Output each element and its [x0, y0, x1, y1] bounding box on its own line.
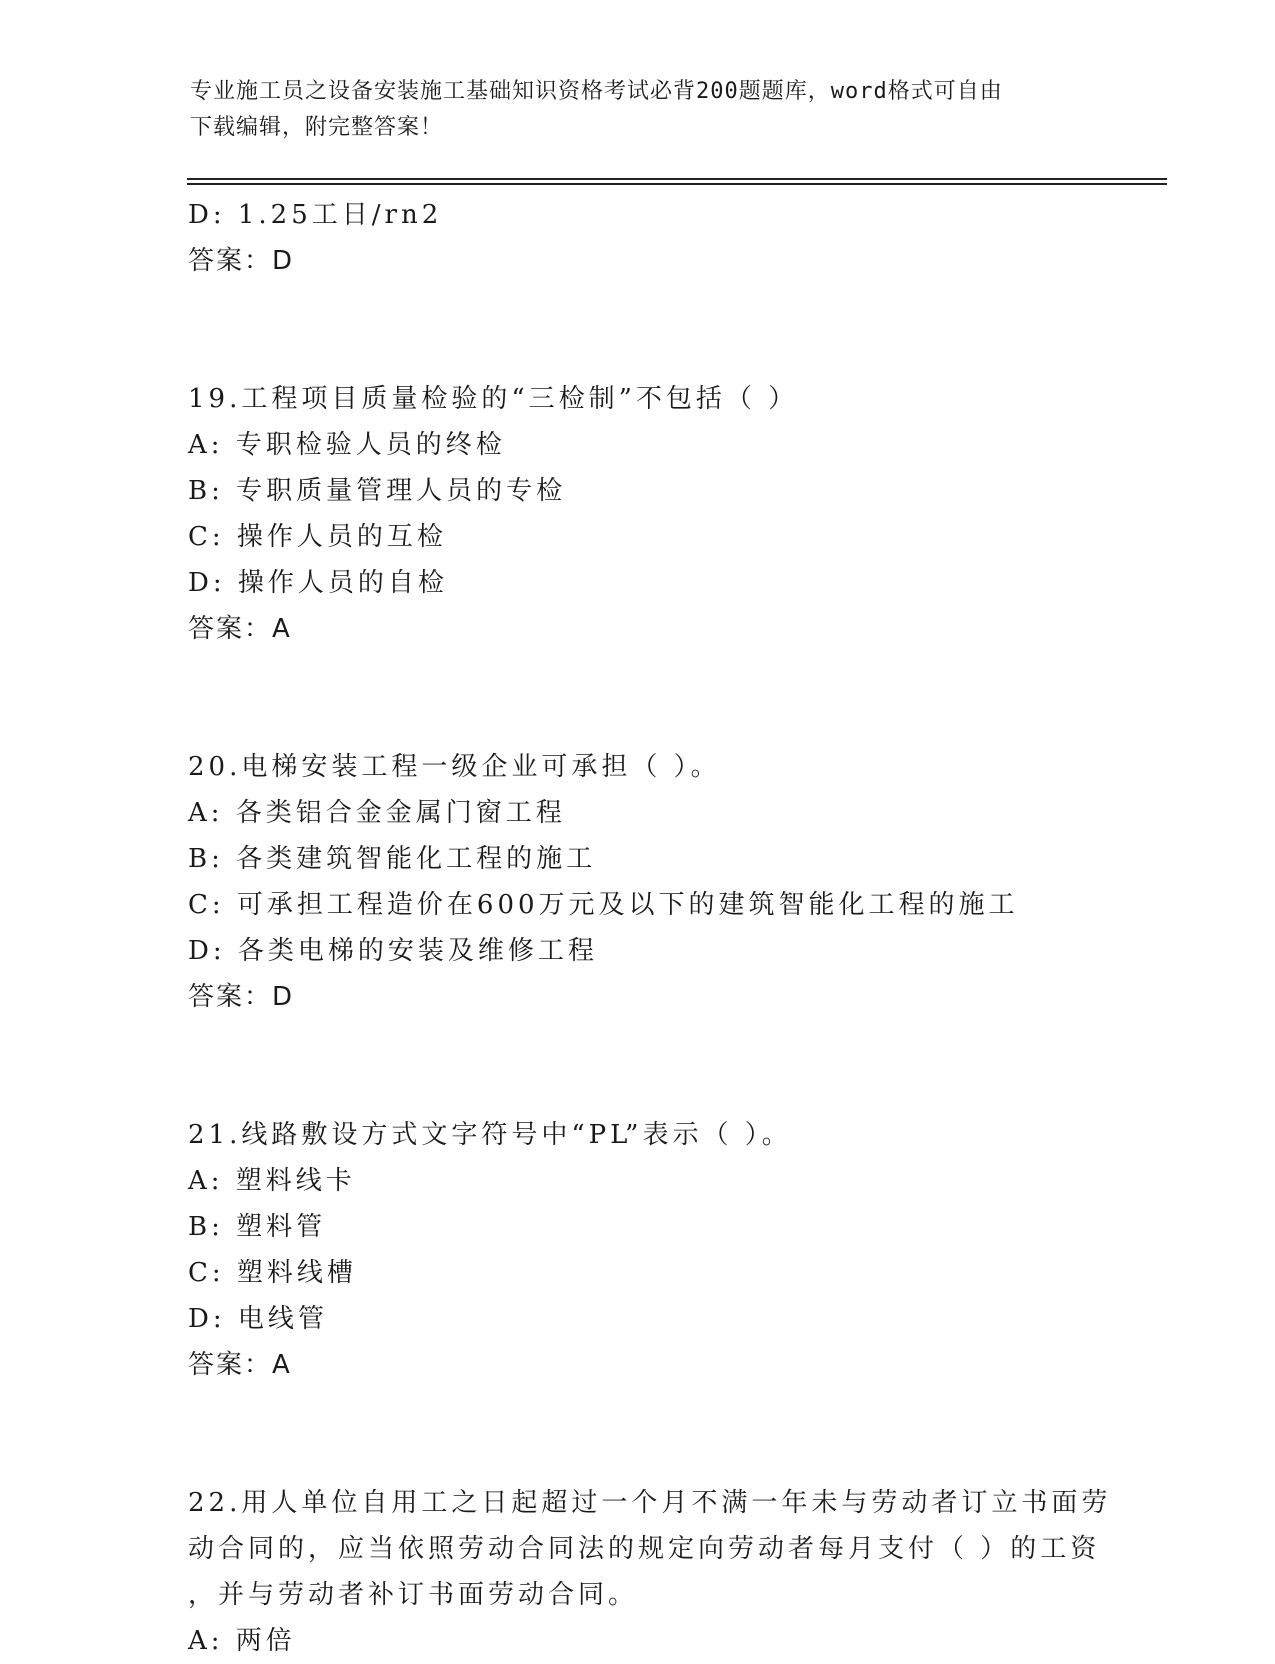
question-22: [188, 1480, 1112, 1664]
question-19: [188, 376, 1088, 652]
option-d: D: 各类电梯的安装及维修工程: [188, 936, 598, 966]
question-stem-line-2: 动合同的，应当依照劳动合同法的规定向劳动者每月支付（ ）的工资: [188, 1534, 1101, 1564]
spacer: [188, 652, 1088, 744]
option-d: D: 1.25工日/rn2: [188, 200, 443, 230]
question-21: [188, 1112, 1088, 1388]
spacer: [188, 1388, 1088, 1480]
spacer: [188, 1020, 1088, 1112]
question-stem: 20.电梯安装工程一级企业可承担（ ）。: [188, 752, 721, 782]
question-stem-line-1: 22.用人单位自用工之日起超过一个月不满一年未与劳动者订立书面劳: [188, 1488, 1112, 1518]
option-c: C: 可承担工程造价在600万元及以下的建筑智能化工程的施工: [188, 890, 1019, 920]
option-a: A: 塑料线卡: [188, 1166, 356, 1196]
option-a: A: 专职检验人员的终检: [188, 430, 506, 460]
option-a: A: 各类铝合金金属门窗工程: [188, 798, 566, 828]
header-divider-bottom: [187, 183, 1167, 185]
question-stem-line-3: ，并与劳动者补订书面劳动合同。: [188, 1580, 639, 1610]
answer: 答案：A: [188, 1350, 292, 1380]
question-18-tail: [188, 192, 1088, 284]
answer: 答案：A: [188, 614, 292, 644]
header-line-2: 下载编辑，附完整答案！: [190, 115, 444, 140]
header-line-1: 专业施工员之设备安装施工基础知识资格考试必背200题题库，word格式可自由: [190, 79, 1003, 104]
answer: 答案：D: [188, 982, 295, 1012]
spacer: [188, 284, 1088, 376]
option-d: D: 操作人员的自检: [188, 568, 448, 598]
question-content: [188, 192, 1112, 1664]
option-c: C: 操作人员的互检: [188, 522, 447, 552]
option-b: B: 专职质量管理人员的专检: [188, 476, 567, 506]
question-20: [188, 744, 1088, 1020]
option-b: B: 塑料管: [188, 1212, 327, 1242]
option-b: B: 各类建筑智能化工程的施工: [188, 844, 597, 874]
option-d: D: 电线管: [188, 1304, 328, 1334]
header-divider-top: [187, 178, 1167, 180]
option-c: C: 塑料线槽: [188, 1258, 357, 1288]
document-header: [190, 74, 1090, 146]
option-a: A: 两倍: [188, 1626, 296, 1656]
answer: 答案：D: [188, 246, 295, 276]
question-stem: 21.线路敷设方式文字符号中“PL”表示（ ）。: [188, 1120, 792, 1150]
question-stem: 19.工程项目质量检验的“三检制”不包括（ ）: [188, 384, 799, 414]
